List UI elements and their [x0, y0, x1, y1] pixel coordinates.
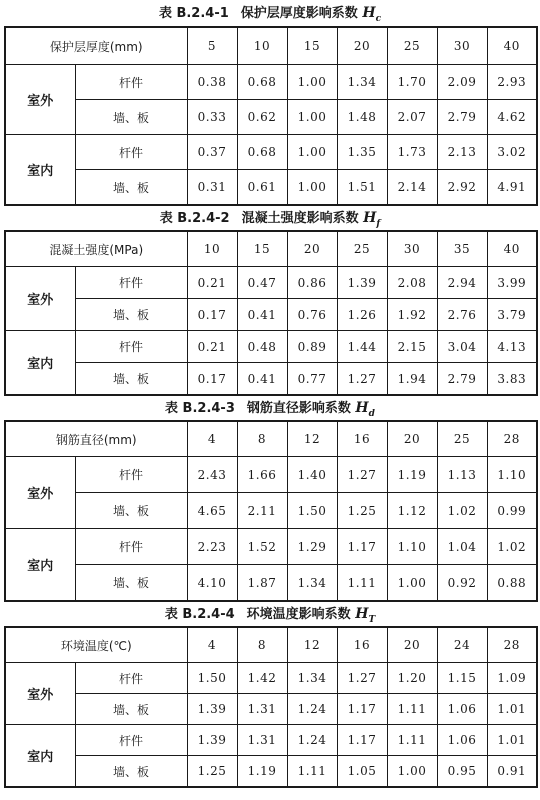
member-type-cell: 墙、板 [75, 170, 187, 206]
value-cell: 1.19 [237, 756, 287, 788]
value-cell: 1.10 [487, 457, 537, 493]
value-cell: 2.08 [387, 267, 437, 299]
value-cell: 0.21 [187, 267, 237, 299]
coefficient-symbol: $H_c$ [362, 5, 382, 24]
column-header: 10 [237, 27, 287, 65]
value-cell: 1.50 [287, 493, 337, 529]
value-cell: 1.24 [287, 694, 337, 725]
header-label: 钢筋直径(mm) [5, 421, 187, 457]
value-cell: 1.34 [287, 663, 337, 694]
table-row [5, 267, 537, 299]
table-title: 环境温度影响系数 [246, 607, 351, 622]
value-cell: 2.14 [387, 170, 437, 206]
table-row [5, 331, 537, 363]
value-cell: 1.11 [387, 725, 437, 756]
value-cell: 3.02 [487, 135, 537, 170]
table-header-row [5, 231, 537, 267]
table-caption [4, 206, 536, 230]
table-title: 混凝土强度影响系数 [241, 211, 359, 226]
table-row [5, 457, 537, 493]
value-cell: 0.61 [237, 170, 287, 206]
table-row [5, 299, 537, 331]
value-cell: 0.68 [237, 135, 287, 170]
value-cell: 0.86 [287, 267, 337, 299]
value-cell: 1.13 [437, 457, 487, 493]
value-cell: 0.38 [187, 65, 237, 100]
header-label: 环境温度(℃) [5, 627, 187, 663]
table-row [5, 725, 537, 756]
value-cell: 0.92 [437, 565, 487, 602]
column-header: 28 [487, 421, 537, 457]
value-cell: 0.76 [287, 299, 337, 331]
coefficient-table [4, 626, 538, 788]
column-header: 20 [387, 627, 437, 663]
column-header: 12 [287, 627, 337, 663]
value-cell: 1.11 [387, 694, 437, 725]
column-header: 40 [487, 231, 537, 267]
table-row [5, 135, 537, 170]
value-cell: 0.17 [187, 299, 237, 331]
value-cell: 1.44 [337, 331, 387, 363]
value-cell: 1.15 [437, 663, 487, 694]
value-cell: 1.11 [287, 756, 337, 788]
table-row [5, 65, 537, 100]
value-cell: 3.99 [487, 267, 537, 299]
value-cell: 0.41 [237, 363, 287, 396]
member-type-cell: 杆件 [75, 65, 187, 100]
value-cell: 1.29 [287, 529, 337, 565]
value-cell: 0.88 [487, 565, 537, 602]
value-cell: 1.52 [237, 529, 287, 565]
value-cell: 1.00 [287, 135, 337, 170]
member-type-cell: 杆件 [75, 529, 187, 565]
value-cell: 1.20 [387, 663, 437, 694]
member-type-cell: 墙、板 [75, 363, 187, 396]
value-cell: 0.37 [187, 135, 237, 170]
header-label: 混凝土强度(MPa) [5, 231, 187, 267]
table-title: 保护层厚度影响系数 [240, 6, 358, 21]
value-cell: 1.10 [387, 529, 437, 565]
value-cell: 1.12 [387, 493, 437, 529]
table-row [5, 756, 537, 788]
value-cell: 0.33 [187, 100, 237, 135]
coefficient-table [4, 420, 538, 602]
value-cell: 1.06 [437, 694, 487, 725]
value-cell: 1.17 [337, 725, 387, 756]
table-row [5, 565, 537, 602]
header-label: 保护层厚度(mm) [5, 27, 187, 65]
value-cell: 1.17 [337, 694, 387, 725]
value-cell: 1.87 [237, 565, 287, 602]
value-cell: 2.15 [387, 331, 437, 363]
value-cell: 1.25 [187, 756, 237, 788]
column-header: 20 [287, 231, 337, 267]
value-cell: 2.43 [187, 457, 237, 493]
value-cell: 0.89 [287, 331, 337, 363]
value-cell: 1.27 [337, 457, 387, 493]
document-page [4, 0, 536, 788]
value-cell: 1.26 [337, 299, 387, 331]
value-cell: 1.02 [487, 529, 537, 565]
member-type-cell: 墙、板 [75, 299, 187, 331]
value-cell: 1.17 [337, 529, 387, 565]
value-cell: 1.27 [337, 663, 387, 694]
value-cell: 1.06 [437, 725, 487, 756]
value-cell: 1.35 [337, 135, 387, 170]
column-header: 30 [387, 231, 437, 267]
value-cell: 1.66 [237, 457, 287, 493]
value-cell: 2.92 [437, 170, 487, 206]
value-cell: 4.65 [187, 493, 237, 529]
value-cell: 1.05 [337, 756, 387, 788]
member-type-cell: 杆件 [75, 135, 187, 170]
coefficient-table [4, 26, 538, 206]
value-cell: 0.17 [187, 363, 237, 396]
column-header: 25 [437, 421, 487, 457]
value-cell: 1.00 [287, 170, 337, 206]
value-cell: 1.70 [387, 65, 437, 100]
member-type-cell: 墙、板 [75, 694, 187, 725]
value-cell: 1.09 [487, 663, 537, 694]
value-cell: 1.04 [437, 529, 487, 565]
value-cell: 1.48 [337, 100, 387, 135]
value-cell: 1.00 [387, 565, 437, 602]
member-type-cell: 杆件 [75, 267, 187, 299]
value-cell: 0.91 [487, 756, 537, 788]
member-type-cell: 杆件 [75, 457, 187, 493]
member-type-cell: 杆件 [75, 725, 187, 756]
value-cell: 0.41 [237, 299, 287, 331]
value-cell: 0.31 [187, 170, 237, 206]
column-header: 4 [187, 627, 237, 663]
column-header: 24 [437, 627, 487, 663]
table-caption [4, 396, 536, 420]
value-cell: 2.23 [187, 529, 237, 565]
coefficient-symbol: $H_f$ [363, 210, 381, 229]
value-cell: 1.50 [187, 663, 237, 694]
column-header: 8 [237, 421, 287, 457]
value-cell: 2.79 [437, 100, 487, 135]
column-header: 25 [387, 27, 437, 65]
column-header: 30 [437, 27, 487, 65]
location-cell: 室外 [5, 663, 75, 725]
value-cell: 1.39 [337, 267, 387, 299]
value-cell: 1.51 [337, 170, 387, 206]
value-cell: 3.83 [487, 363, 537, 396]
table-number: 表 B.2.4-4 [164, 607, 235, 622]
value-cell: 0.99 [487, 493, 537, 529]
member-type-cell: 墙、板 [75, 565, 187, 602]
value-cell: 1.31 [237, 694, 287, 725]
value-cell: 3.04 [437, 331, 487, 363]
value-cell: 2.94 [437, 267, 487, 299]
table-row [5, 493, 537, 529]
value-cell: 1.01 [487, 694, 537, 725]
column-header: 15 [287, 27, 337, 65]
column-header: 25 [337, 231, 387, 267]
location-cell: 室内 [5, 529, 75, 602]
value-cell: 2.76 [437, 299, 487, 331]
value-cell: 2.11 [237, 493, 287, 529]
table-row [5, 363, 537, 396]
table-row [5, 663, 537, 694]
value-cell: 2.09 [437, 65, 487, 100]
value-cell: 1.39 [187, 694, 237, 725]
column-header: 16 [337, 421, 387, 457]
value-cell: 1.73 [387, 135, 437, 170]
column-header: 20 [387, 421, 437, 457]
column-header: 5 [187, 27, 237, 65]
value-cell: 1.39 [187, 725, 237, 756]
member-type-cell: 墙、板 [75, 756, 187, 788]
location-cell: 室内 [5, 135, 75, 206]
value-cell: 1.40 [287, 457, 337, 493]
column-header: 12 [287, 421, 337, 457]
value-cell: 0.62 [237, 100, 287, 135]
location-cell: 室内 [5, 725, 75, 788]
coefficient-symbol: $H_d$ [355, 400, 375, 419]
table-row [5, 529, 537, 565]
value-cell: 1.00 [287, 100, 337, 135]
column-header: 8 [237, 627, 287, 663]
column-header: 40 [487, 27, 537, 65]
table-header-row [5, 27, 537, 65]
value-cell: 2.79 [437, 363, 487, 396]
table-caption [4, 602, 536, 626]
column-header: 28 [487, 627, 537, 663]
table-header-row [5, 627, 537, 663]
table-header-row [5, 421, 537, 457]
coefficient-table [4, 230, 538, 396]
column-header: 10 [187, 231, 237, 267]
value-cell: 1.31 [237, 725, 287, 756]
member-type-cell: 杆件 [75, 331, 187, 363]
value-cell: 1.42 [237, 663, 287, 694]
value-cell: 0.77 [287, 363, 337, 396]
table-number: 表 B.2.4-1 [158, 6, 229, 21]
value-cell: 1.00 [387, 756, 437, 788]
value-cell: 2.93 [487, 65, 537, 100]
location-cell: 室内 [5, 331, 75, 396]
value-cell: 1.94 [387, 363, 437, 396]
table-row [5, 694, 537, 725]
value-cell: 4.91 [487, 170, 537, 206]
value-cell: 1.24 [287, 725, 337, 756]
location-cell: 室外 [5, 457, 75, 529]
value-cell: 1.92 [387, 299, 437, 331]
value-cell: 1.25 [337, 493, 387, 529]
table-number: 表 B.2.4-2 [159, 211, 230, 226]
value-cell: 0.68 [237, 65, 287, 100]
value-cell: 4.13 [487, 331, 537, 363]
value-cell: 1.02 [437, 493, 487, 529]
table-title: 钢筋直径影响系数 [246, 401, 351, 416]
value-cell: 2.07 [387, 100, 437, 135]
table-caption [4, 0, 536, 26]
table-row [5, 170, 537, 206]
value-cell: 4.62 [487, 100, 537, 135]
value-cell: 1.19 [387, 457, 437, 493]
column-header: 20 [337, 27, 387, 65]
value-cell: 2.13 [437, 135, 487, 170]
value-cell: 3.79 [487, 299, 537, 331]
coefficient-symbol: $H_T$ [355, 606, 376, 625]
value-cell: 1.11 [337, 565, 387, 602]
value-cell: 0.95 [437, 756, 487, 788]
table-number: 表 B.2.4-3 [165, 401, 235, 416]
member-type-cell: 墙、板 [75, 100, 187, 135]
value-cell: 1.27 [337, 363, 387, 396]
value-cell: 0.48 [237, 331, 287, 363]
value-cell: 0.47 [237, 267, 287, 299]
location-cell: 室外 [5, 267, 75, 331]
column-header: 15 [237, 231, 287, 267]
member-type-cell: 墙、板 [75, 493, 187, 529]
value-cell: 1.01 [487, 725, 537, 756]
column-header: 35 [437, 231, 487, 267]
location-cell: 室外 [5, 65, 75, 135]
value-cell: 4.10 [187, 565, 237, 602]
value-cell: 1.00 [287, 65, 337, 100]
value-cell: 1.34 [287, 565, 337, 602]
table-row [5, 100, 537, 135]
column-header: 4 [187, 421, 237, 457]
value-cell: 1.34 [337, 65, 387, 100]
value-cell: 0.21 [187, 331, 237, 363]
member-type-cell: 杆件 [75, 663, 187, 694]
column-header: 16 [337, 627, 387, 663]
